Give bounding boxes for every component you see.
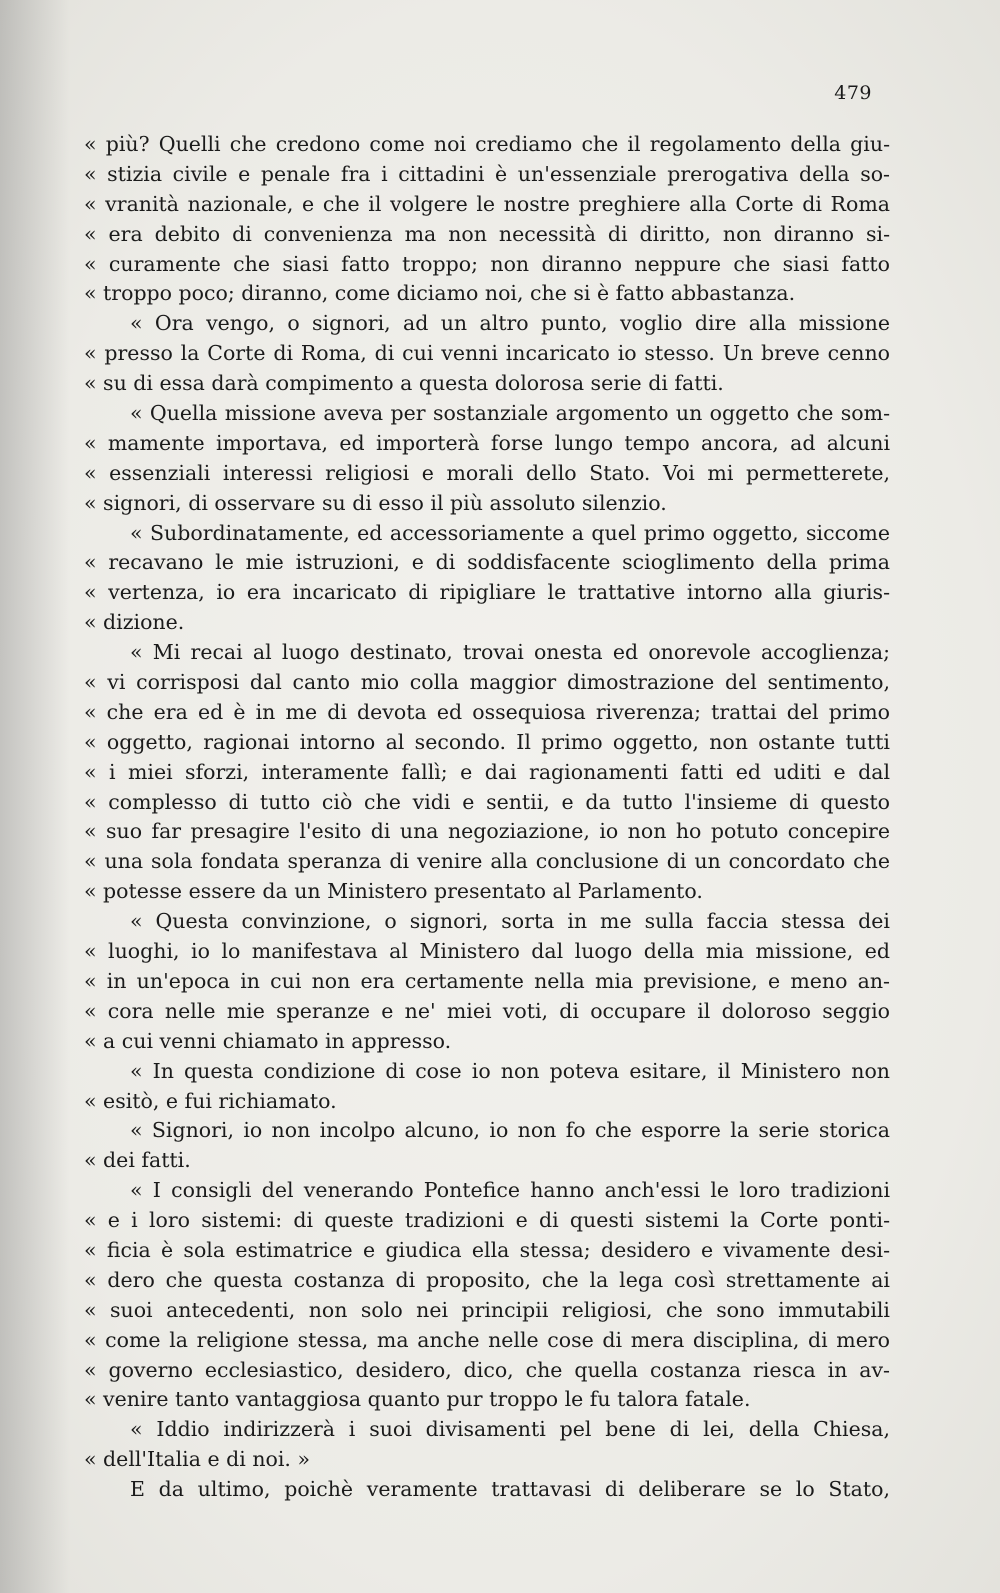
text-line: « vertenza, io era incaricato di ripigliare le trattative intorno alla giuris- xyxy=(84,580,890,605)
text-line: « Mi recai al luogo destinato, trovai onesta ed onorevole accoglienza; xyxy=(130,640,890,665)
text-line: « troppo poco; diranno, come diciamo noi, che si è fatto abbastanza. xyxy=(84,281,796,306)
text-line: « dei fatti. xyxy=(84,1148,191,1173)
text-line: « cora nelle mie speranze e ne' miei voti, di occupare il doloroso seggio xyxy=(84,998,890,1023)
text-line: « recavano le mie istruzioni, e di soddisfacente scioglimento della prima xyxy=(84,550,890,575)
text-line: « In questa condizione di cose io non poteva esitare, il Ministero non xyxy=(130,1058,890,1083)
text-line: « i miei sforzi, interamente fallì; e dai ragionamenti fatti ed uditi e dal xyxy=(84,759,890,784)
text-line: « vi corrisposi dal canto mio colla maggior dimostrazione del sentimento, xyxy=(84,670,890,695)
text-line: « che era ed è in me di devota ed ossequiosa riverenza; trattai del primo xyxy=(84,699,890,724)
text-line: « Ora vengo, o signori, ad un altro punto, voglio dire alla missione xyxy=(130,311,890,336)
text-line: « dero che questa costanza di proposito, che la lega così strettamente ai xyxy=(84,1267,890,1292)
text-line: « curamente che siasi fatto troppo; non diranno neppure che siasi fatto xyxy=(84,251,890,276)
text-line: « complesso di tutto ciò che vidi e sentii, e da tutto l'insieme di questo xyxy=(84,789,890,814)
text-line: « e i loro sistemi: di queste tradizioni e di questi sistemi la Corte ponti- xyxy=(84,1208,890,1233)
text-line: « in un'epoca in cui non era certamente nella mia previsione, e meno an- xyxy=(84,968,890,993)
text-line: « era debito di convenienza ma non necessità di diritto, non diranno si- xyxy=(84,221,890,246)
text-line: « Iddio indirizzerà i suoi divisamenti pel bene di lei, della Chiesa, xyxy=(130,1417,890,1442)
text-line: « dell'Italia e di noi. » xyxy=(84,1447,310,1472)
text-line: « una sola fondata speranza di venire alla conclusione di un concordato che xyxy=(84,849,890,874)
text-line: « I consigli del venerando Pontefice hanno anch'essi le loro tradizioni xyxy=(130,1178,890,1203)
text-line: « vranità nazionale, e che il volgere le nostre preghiere alla Corte di Roma xyxy=(84,191,890,216)
text-line: « suoi antecedenti, non solo nei principii religiosi, che sono immutabili xyxy=(84,1297,890,1322)
text-line: « Signori, io non incolpo alcuno, io non fo che esporre la serie storica xyxy=(130,1118,890,1143)
text-line: « luoghi, io lo manifestava al Ministero dal luogo della mia missione, ed xyxy=(84,939,890,964)
text-line: « esitò, e fui richiamato. xyxy=(84,1088,337,1113)
text-line: « a cui venni chiamato in appresso. xyxy=(84,1028,452,1053)
text-line: « più? Quelli che credono come noi crediamo che il regolamento della giu- xyxy=(84,132,890,156)
binding-shadow xyxy=(0,0,70,1593)
text-line: « dizione. xyxy=(84,610,185,635)
text-line: « oggetto, ragionai intorno al secondo. Il primo oggetto, non ostante tutti xyxy=(84,729,890,754)
text-line: « mamente importava, ed importerà forse lungo tempo ancora, ad alcuni xyxy=(84,430,890,455)
text-line: « Questa convinzione, o signori, sorta in me sulla faccia stessa dei xyxy=(130,909,890,934)
text-line: « ficia è sola estimatrice e giudica ella stessa; desidero e vivamente desi- xyxy=(84,1237,890,1262)
text-line: E da ultimo, poichè veramente trattavasi di deliberare se lo Stato, xyxy=(130,1477,890,1502)
text-line: « essenziali interessi religiosi e morali dello Stato. Voi mi permetterete, xyxy=(84,460,890,485)
text-line: « Subordinatamente, ed accessoriamente a quel primo oggetto, siccome xyxy=(130,520,890,545)
body-text xyxy=(84,130,890,1505)
page-number: 479 xyxy=(834,82,872,104)
text-line: « potesse essere da un Ministero presentato al Parlamento. xyxy=(84,879,703,904)
text-line: « come la religione stessa, ma anche nelle cose di mera disciplina, di mero xyxy=(84,1327,890,1352)
text-line: « su di essa darà compimento a questa dolorosa serie di fatti. xyxy=(84,371,724,396)
text-line: « governo ecclesiastico, desidero, dico, che quella costanza riesca in av- xyxy=(84,1357,890,1382)
text-line: « presso la Corte di Roma, di cui venni incaricato io stesso. Un breve cenno xyxy=(84,341,890,366)
text-line: « stizia civile e penale fra i cittadini è un'essenziale prerogativa della so- xyxy=(84,161,890,186)
text-line: « Quella missione aveva per sostanziale argomento un oggetto che som- xyxy=(130,401,890,426)
text-line: « venire tanto vantaggiosa quanto pur troppo le fu talora fatale. xyxy=(84,1387,751,1412)
text-line: « signori, di osservare su di esso il più assoluto silenzio. xyxy=(84,490,667,515)
text-line: « suo far presagire l'esito di una negoziazione, io non ho potuto concepire xyxy=(84,819,890,844)
